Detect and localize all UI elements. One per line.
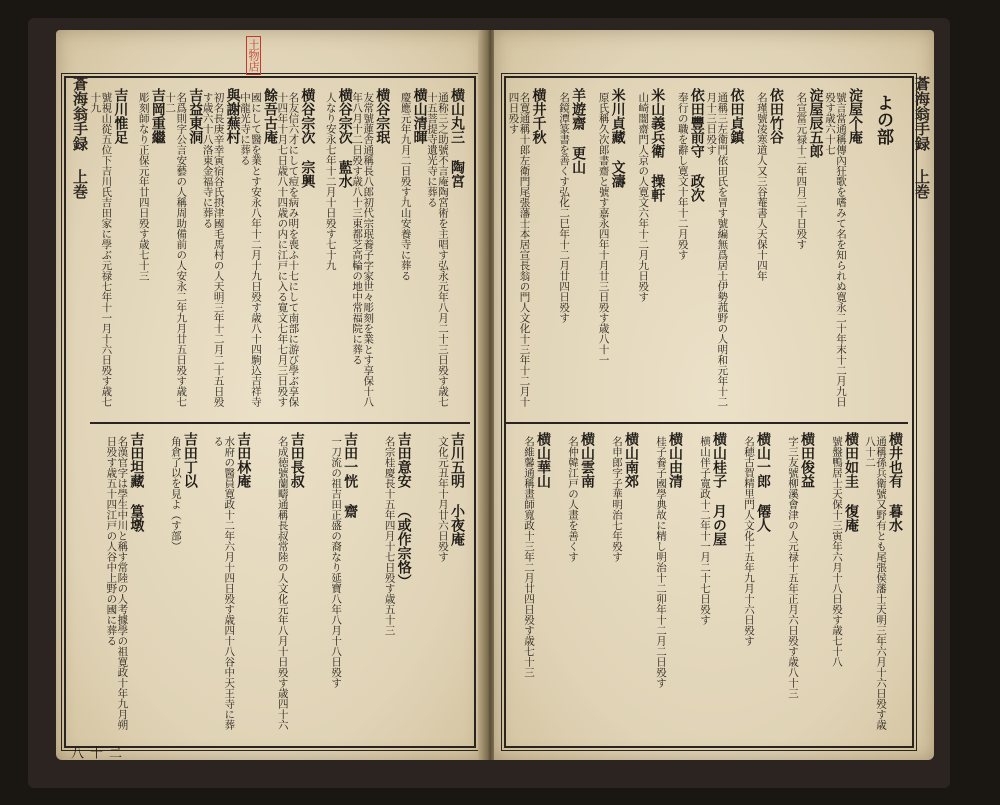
- page-number: 二十八: [68, 746, 121, 759]
- entry-text: 文化元丑年十月廿六日殁す: [436, 436, 449, 562]
- entry-text: 水府の醫員寛政十二年六月十四日殁す歳四十八谷中天王寺に葬る: [212, 436, 236, 730]
- entry-text: 名申郎字子華明治七年殁す: [611, 436, 623, 562]
- entry-text: 名爲則字公言安藝の人稱周助備前の人安永二年九月廿五日殁す歳七十二: [164, 92, 188, 407]
- entry-name: 横田如圭 復庵: [843, 432, 859, 532]
- entry-name: 横山由清: [667, 432, 683, 488]
- entry-name: 横山一郎 僊人: [755, 432, 771, 532]
- entry-name: 横山華山: [535, 432, 551, 488]
- entry-name: 依田竹谷: [767, 88, 784, 144]
- entry-name: 横山雲南: [579, 432, 595, 488]
- entry-text: 名宗桂慶長十五年四月十七日殁す歳五十三: [383, 436, 396, 636]
- entry-name: 吉川惟足: [112, 88, 129, 144]
- entry-text: 名穂古賀精里門人文化十五年九月十六日殁す: [743, 436, 755, 646]
- entry-name: 依田貞鎮: [728, 88, 745, 144]
- entry-text: 人なり安永七年十二月十日殁す七十九: [324, 92, 337, 271]
- entry-text: 名友信六才にして痘を病み明を喪ふ十七にして南部に游び學ぶ享保十四年十月七日歳八十四歳の内に江戸に入る寛文七年七月三日殁す: [276, 92, 300, 407]
- entry-name: 横田俊益: [799, 432, 815, 488]
- entry-text: 原氏稱久次郎書齋と號す嘉永四年十月廿三日殁す歳八十一: [597, 92, 610, 365]
- entry-name: 横井千秋: [530, 88, 547, 144]
- entry-text: 友常號蓮舎通稱長八郎初代宗珉養子字家世々彫刻を業とす享保十八年八月十二日殁す歳八十三東都芝高輪の地中常福院に葬る: [351, 92, 375, 407]
- entry-name: 與謝蕪村: [224, 88, 241, 144]
- entry-name: 横井也有 暮水: [887, 432, 903, 532]
- entry-text: 慶應元年九月二日殁す九山安養寺に葬る: [399, 92, 412, 281]
- entry-name: 淀屋个庵: [847, 88, 863, 144]
- entry-name: 吉川五明 小夜庵: [449, 432, 465, 546]
- entry-text: 名宣當元禄十二年四月三十日殁す: [795, 92, 808, 250]
- entry-name: 横谷宗次 藍水: [336, 88, 353, 188]
- entry-name: 吉田意安 （或作宗恪）: [395, 432, 412, 588]
- right-page: [494, 30, 934, 760]
- entry-name: 横山南郊: [623, 432, 639, 488]
- entry-name: 横山桂子 月の屋: [711, 432, 727, 546]
- entry-text: 山崎闇齋門人京の人寛文六年十二月九日殁す: [637, 92, 650, 302]
- right-divider: [506, 422, 908, 424]
- left-divider: [90, 422, 470, 424]
- entry-text: 名瑾號凌寒道人又三谷菴書人天保十四年: [755, 92, 768, 281]
- entry-name: 吉益東洞: [187, 88, 204, 144]
- right-running-title: 蒼海翁手録 上巻: [913, 76, 931, 199]
- entry-name: 横谷宗次 宗興: [299, 88, 316, 188]
- left-running-title: 蒼海翁手録 上巻: [71, 76, 89, 199]
- entry-name: 餘吾古庵: [262, 88, 278, 144]
- entry-name: 横山丸三 陶宮: [449, 88, 465, 188]
- entry-text: 横山伴子寛政十二年十一月二十七日殁す: [699, 436, 711, 625]
- entry-name: 吉田丁以: [181, 432, 198, 488]
- entry-name: 淀屋辰五郎: [807, 88, 824, 158]
- entry-text: 號言當通稱傳內狂歌を嗜みて名を知られぬ寛永二十年末十二月九日殁す歳六十七: [823, 92, 847, 407]
- entry-text: 字三友號柳溪會津の人元禄十五年正月六日殁す歳八十三: [787, 436, 799, 699]
- entry-text: 奉行の職を辭し寛文十年十二月殁す: [676, 92, 689, 260]
- entry-text: 一刀流の祖吉田正盛の裔なり延寶八年八月十八日殁す: [330, 436, 343, 688]
- entry-text: 桂子養子國學典故に精し明治十二卯年十二月二日殁す: [655, 436, 667, 688]
- entry-name: 吉田坦藏 篁墩: [128, 432, 145, 532]
- entry-name: 吉田長叔: [288, 432, 305, 488]
- entry-text: 號視山從五位下吉川氏吉田家に學ぶ元禄七年十一月十六日殁す歳七十九: [89, 92, 113, 407]
- entry-name: 吉岡重繼: [149, 88, 166, 144]
- section-heading: よの部: [873, 94, 893, 145]
- entry-text: 通称三之助號不言庵陶宮術を主唱す弘永元年八月二十三日殁す歳七十五菩提寺遺光寺に葬る: [425, 92, 449, 407]
- entry-name: 米川貞藏 文濤: [609, 88, 626, 188]
- owner-stamp: 土物店: [246, 36, 261, 75]
- entry-text: 彫刻師なり正保元年廿四日殁す歳七十三: [137, 92, 150, 281]
- entry-text: 名漢官字は學生中川と稱す常陸の人考據學の祖寛政十年九月朔日殁す歳五十四江戸の人谷中上野の國に葬る: [105, 436, 129, 730]
- entry-name: 横山清暉: [411, 88, 428, 144]
- entry-text: 名維馨通稱畫師寬政十三年二月廿四日殁す歳七十三: [523, 436, 535, 678]
- entry-name: 依田豐前守 政次: [688, 88, 705, 202]
- entry-name: 吉田一恍 齋: [342, 432, 359, 518]
- entry-text: 通稱孫兵衛號又野有とも尾張侯藩士天明三年六月十六日殁す歳八十二: [863, 436, 887, 730]
- entry-name: 米山義兵衛 操軒: [649, 88, 666, 202]
- entry-text: 名成徳號蘭疇通稱長叔常陸の人文化元年八月十日殁す歳四十六: [276, 436, 289, 730]
- entry-name: 横谷宗珉: [374, 88, 391, 144]
- entry-text: 名仲韓江戸の人畫を善くす: [567, 436, 579, 562]
- entry-text: 名寛通稱十郎左衛門尾張藩士本居宣長翁の門人文化十三年十二月十四日殁す: [507, 92, 531, 407]
- entry-text: 通稱三左衛門依田氏を冒す號編無爲居士伊勢菰野の人明和元年十二月十三日殁す: [705, 92, 729, 407]
- entry-text: 國にして醫を業とす安永八年十二月十九日殁す歳八十四駒込吉祥寺中龍光寺に葬る: [238, 92, 262, 407]
- left-page: [56, 30, 484, 760]
- entry-text: 初名長庚辛幸寅宿谷氏摂津國毛馬村の人天明三年十二月二十五日殁す歳六十八洛東金福寺に葬る: [201, 92, 225, 407]
- entry-text: 角倉了以を見よ（す部）: [169, 436, 182, 552]
- entry-name: 羊遊齋 更山: [570, 88, 587, 174]
- entry-text: 號盤鴨居士天保十三寅年六月十八日殁す歳七十八: [831, 436, 843, 667]
- entry-name: 吉田林庵: [235, 432, 252, 488]
- entry-text: 名鏡潭篆書を善くす弘化二巳年十二月廿四日殁す: [558, 92, 571, 323]
